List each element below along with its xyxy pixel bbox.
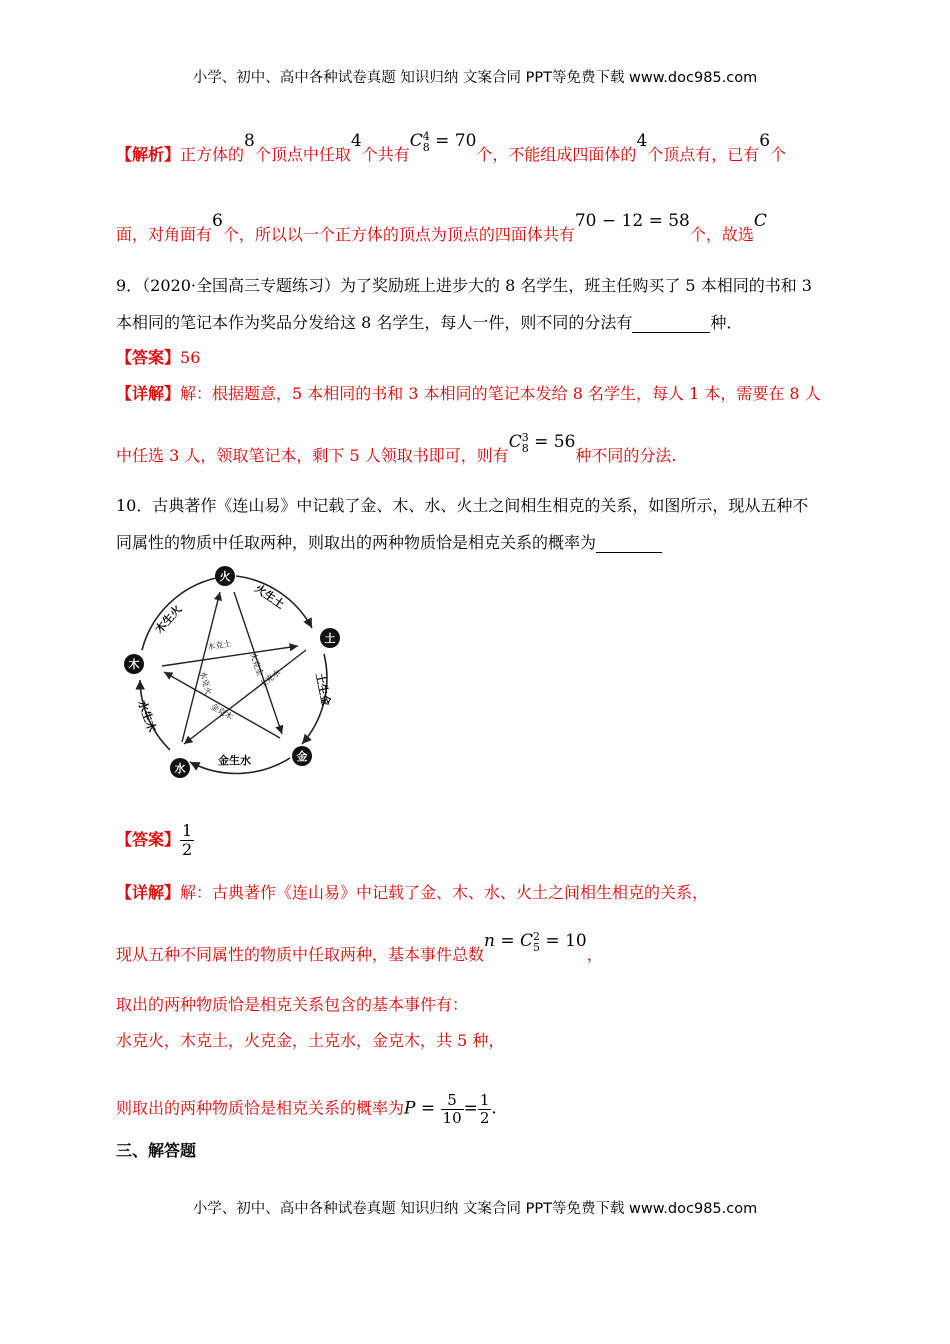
detail-tag: 【详解】 <box>116 384 181 403</box>
math-value: = 70 <box>429 131 477 151</box>
five-elements-diagram <box>112 562 350 784</box>
node-water-label: 水 <box>174 762 186 775</box>
q10-detail-line3: 取出的两种物质恰是相克关系包含的基本事件有： <box>116 995 469 1014</box>
math-eq: = <box>463 1098 478 1119</box>
fraction-num: 5 <box>441 1092 464 1110</box>
answer-tag: 【答案】 <box>116 829 181 849</box>
answer-tag: 【答案】 <box>116 348 181 367</box>
fraction-5-10 <box>441 1092 464 1126</box>
text: 解：根据题意，5 本相同的书和 3 本相同的笔记本发给 8 名学生，每人 1 本，需要在 8 人 <box>180 384 821 403</box>
text: 中任选 3 人，领取笔记本，剩下 5 人领取书即可，则有 <box>116 446 509 465</box>
math-value: = 56 <box>528 432 576 452</box>
fraction-den: 10 <box>442 1108 462 1127</box>
math-combination <box>409 129 477 154</box>
q10-answer <box>116 822 194 858</box>
label-earth-metal: 土生金 <box>313 671 333 707</box>
text: 个，所以以一个正方体的顶点为顶点的四面体共有 <box>222 225 575 244</box>
text: 本相同的笔记本作为奖品分发给这 8 名学生，每人一件，则不同的分法有 <box>116 313 633 332</box>
q10-line1: 10．古典著作《连山易》中记载了金、木、水、火土之间相生相克的关系，如图所示，现从五种不 <box>116 496 809 515</box>
math-expr: 70 − 12 = 58 <box>574 211 690 231</box>
text: 正方体的 <box>180 145 245 164</box>
label-fire-earth: 火生土 <box>252 581 287 612</box>
text: 个顶点有，已有 <box>647 145 760 164</box>
fraction-den: 2 <box>479 1108 490 1127</box>
detail-tag: 【详解】 <box>116 883 181 902</box>
math-choice: C <box>753 211 767 231</box>
text: . <box>491 1098 497 1119</box>
math-4: 4 <box>350 131 362 151</box>
q10-detail-line1 <box>116 880 708 903</box>
answer-value: 56 <box>180 348 201 367</box>
math-value: = 10 <box>540 931 587 951</box>
math-combination <box>508 430 576 455</box>
answer-blank <box>596 533 662 553</box>
label-wood-fire: 木生火 <box>152 602 185 637</box>
section-title: 三、解答题 <box>116 1141 197 1160</box>
math-sub: 8 <box>422 140 430 154</box>
text: 个顶点中任取 <box>254 145 351 164</box>
math-6: 6 <box>212 211 223 231</box>
line-wood-earth <box>162 646 298 666</box>
math-n-c: n = C <box>484 931 534 951</box>
q9-detail-line2 <box>116 430 677 468</box>
label-metal-water: 金生水 <box>218 754 251 767</box>
node-fire-label: 火 <box>219 570 231 583</box>
text: 种不同的分法. <box>575 446 677 465</box>
text: 个共有 <box>361 145 410 164</box>
math-c: C <box>508 432 522 452</box>
analysis-tag: 【解析】 <box>116 145 181 164</box>
math-4: 4 <box>636 131 648 151</box>
q9-answer <box>116 345 200 368</box>
math-8: 8 <box>244 131 255 151</box>
label-wood-earth: 木克土 <box>206 638 232 652</box>
node-earth-label: 土 <box>324 632 336 645</box>
text: 则取出的两种物质恰是相克关系的概率为 <box>116 1098 405 1118</box>
page-footer: 小学、初中、高中各种试卷真题 知识归纳 文案合同 PPT等免费下载 www.doc985.com <box>192 1201 758 1217</box>
text: ， <box>586 945 603 964</box>
text: 现从五种不同属性的物质中任取两种，基本事件总数 <box>116 945 485 964</box>
text: 个，不能组成四面体的 <box>476 145 637 164</box>
math-sup: 2 <box>533 929 541 943</box>
math-sub: 5 <box>533 940 541 954</box>
q10-detail-line5 <box>116 1092 497 1126</box>
line-water-fire <box>182 592 220 742</box>
q10-detail-line2 <box>116 929 603 967</box>
q8-analysis-line2 <box>116 211 767 245</box>
math-sub: 8 <box>521 441 529 455</box>
math-p: P <box>404 1098 416 1119</box>
label-water-wood: 水生木 <box>135 698 159 735</box>
label-fire-metal: 火克金 <box>248 651 265 678</box>
q9-line2 <box>116 310 742 333</box>
math-sup: 4 <box>422 129 430 143</box>
fraction-num: 1 <box>479 1091 490 1109</box>
math-expression <box>484 929 587 954</box>
math-c: C <box>409 131 423 151</box>
q9-detail-line1 <box>116 381 821 404</box>
math-sup: 3 <box>521 430 529 444</box>
text: 同属性的物质中任取两种，则取出的两种物质恰是相克关系的概率为 <box>116 533 597 552</box>
fraction-den: 2 <box>182 839 193 859</box>
fraction-1-2 <box>478 1092 492 1126</box>
q8-analysis-line1 <box>116 129 787 167</box>
node-wood-label: 木 <box>128 658 140 671</box>
text: 面，对角面有 <box>116 225 213 244</box>
q10-line2 <box>116 530 662 553</box>
answer-fraction <box>180 822 194 858</box>
text: 个 <box>770 145 787 164</box>
page-header: 小学、初中、高中各种试卷真题 知识归纳 文案合同 PPT等免费下载 www.doc985.com <box>192 70 758 86</box>
text: 个，故选 <box>689 225 754 244</box>
q10-detail-line4: 水克火，木克土，火克金，土克水，金克木，共 5 种， <box>116 1031 505 1050</box>
math-6: 6 <box>759 131 771 151</box>
label-earth-water: 土克水 <box>257 667 283 690</box>
label-metal-wood: 金克木 <box>209 701 235 722</box>
math-eq: = <box>415 1098 441 1119</box>
node-metal-label: 金 <box>296 750 308 763</box>
text: 种． <box>710 313 743 332</box>
text: 解：古典著作《连山易》中记载了金、木、水、火土之间相生相克的关系， <box>180 883 709 902</box>
q9-line1: 9．（2020·全国高三专题练习）为了奖励班上进步大的 8 名学生，班主任购买了 5 本相同的书和 3 <box>116 276 812 295</box>
answer-blank <box>632 313 710 333</box>
label-water-fire: 水克火 <box>198 670 213 696</box>
fraction-num: 1 <box>182 821 193 840</box>
